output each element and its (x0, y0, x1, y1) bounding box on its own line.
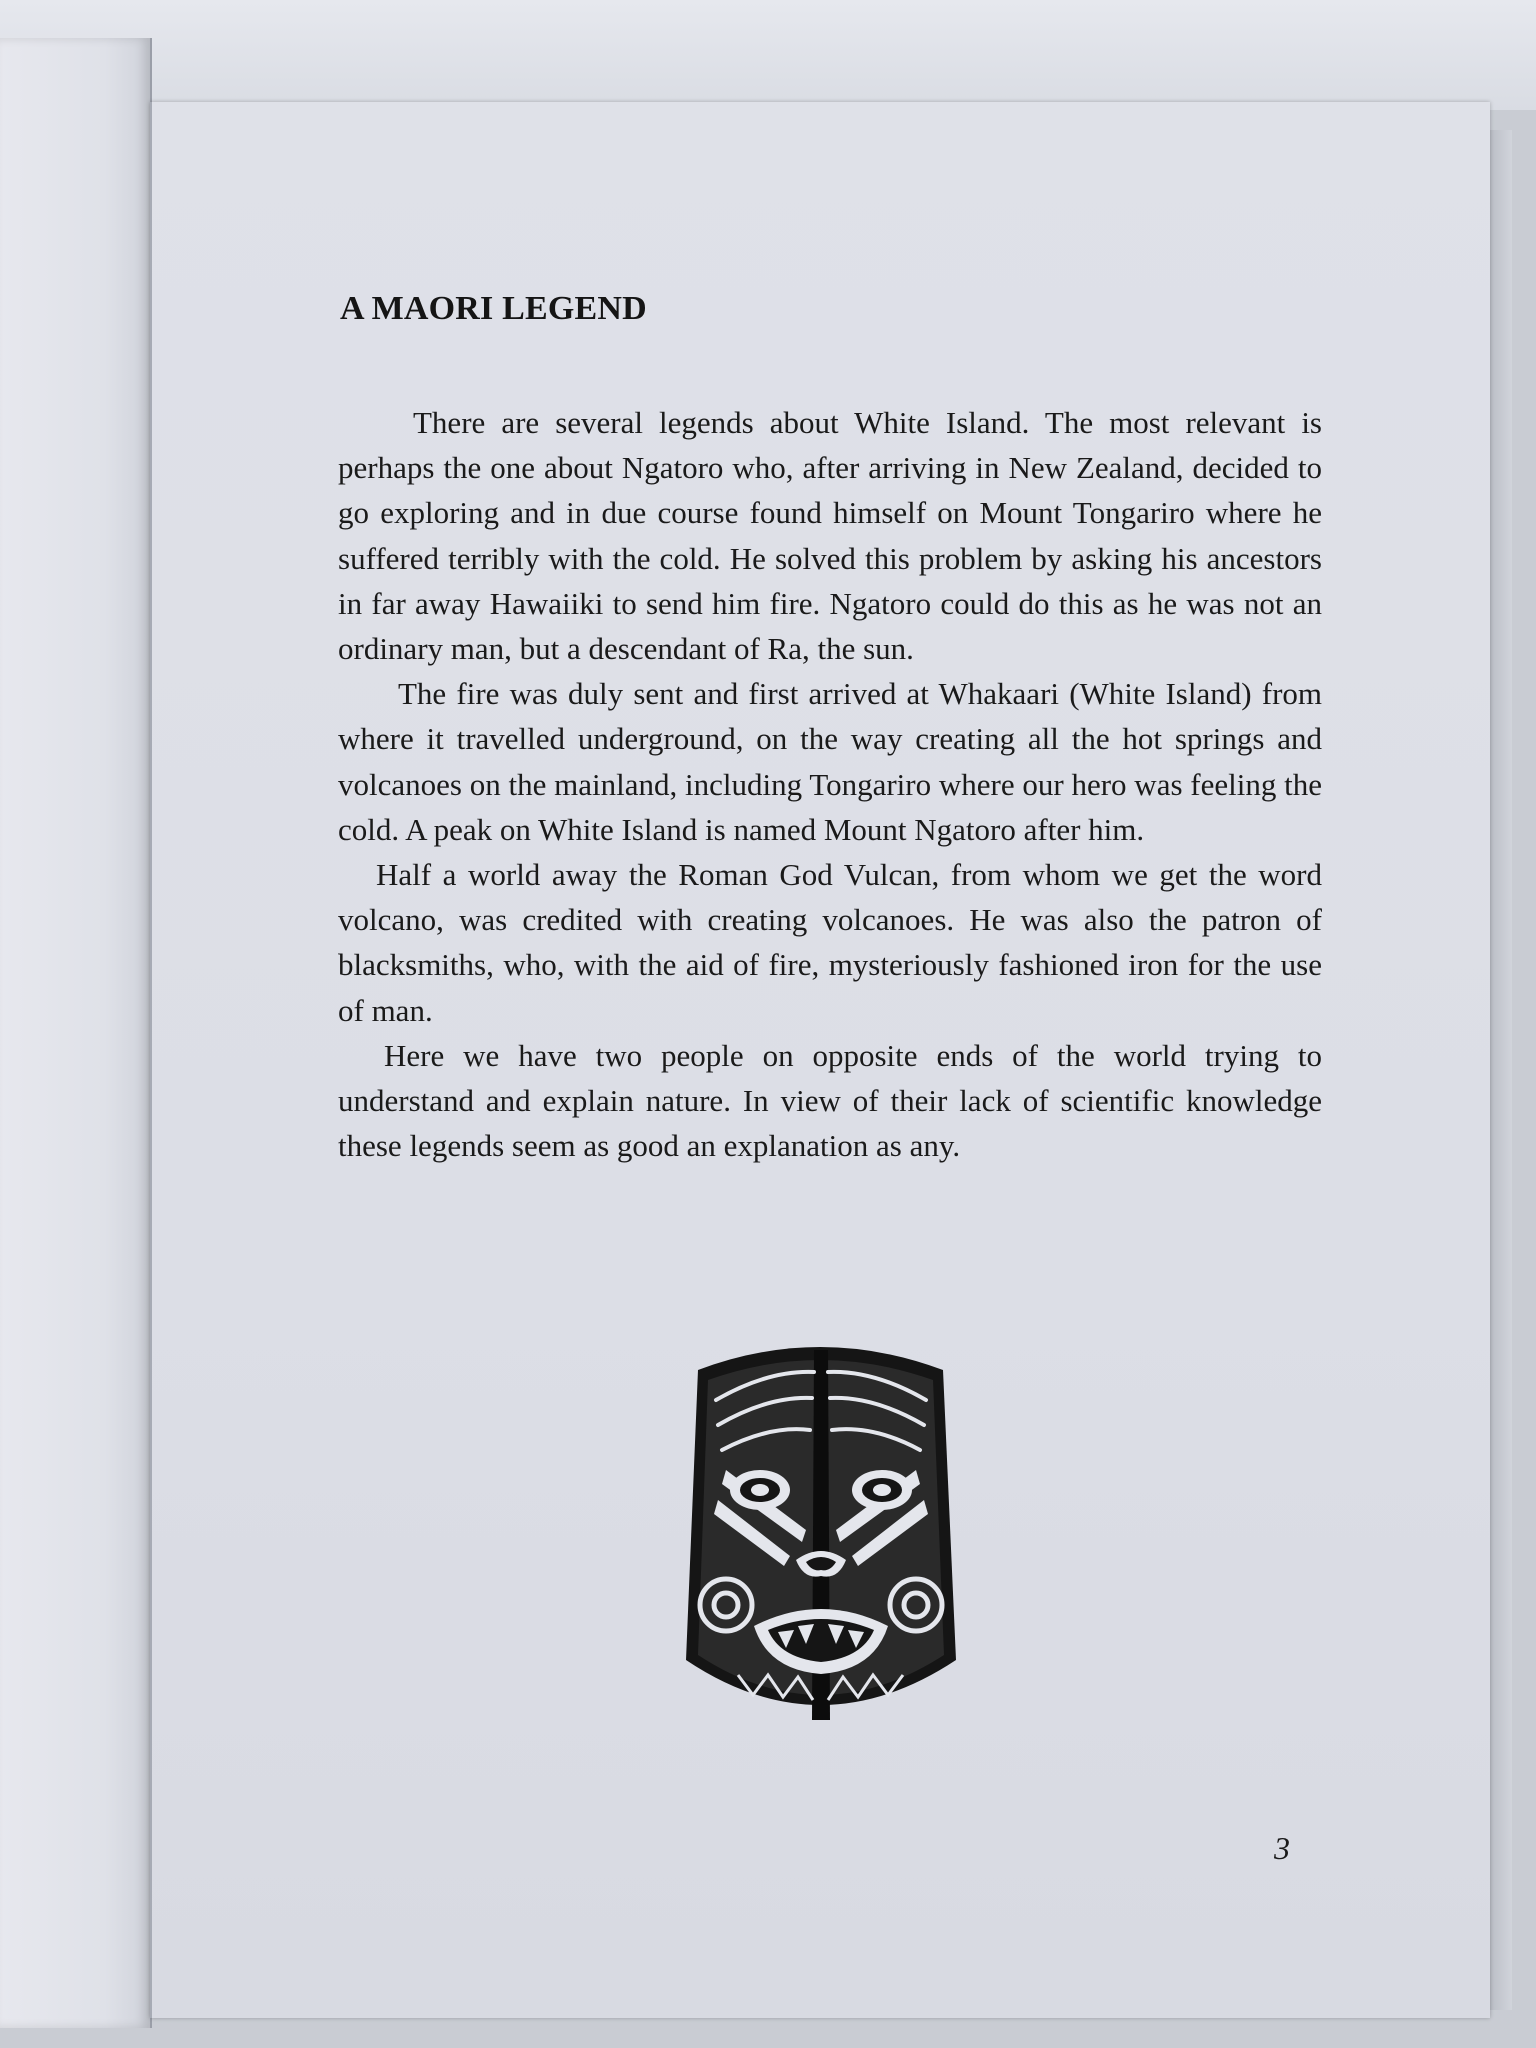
paragraph-1: There are several legends about White Island. The most relevant is perhaps the one about Ngatoro who, after arriving in New Zealand, decided to go exploring and in due course found himself on Mount Tongariro where he suffered terribly with the cold. He solved this problem by asking his ancestors in far away Hawaiiki to send him fire. Ngatoro could do this as he was not an ordinary man, but a descendant of Ra, the sun. (338, 405, 1322, 667)
body-text (338, 400, 1322, 1168)
background (0, 0, 1536, 110)
page-heading: A MAORI LEGEND (340, 290, 647, 327)
page-number: 3 (1274, 1830, 1290, 1866)
page-stack-edge (1488, 130, 1512, 2010)
paragraph-4: Here we have two people on opposite ends of the world trying to understand and explain nature. In view of their lack of scientific knowledge these legends seem as good an explanation as any. (338, 1037, 1322, 1164)
carved-maori-mask-icon (678, 1330, 963, 1735)
left-page-edge (0, 38, 152, 2028)
paragraph-2: The fire was duly sent and first arrived at Whakaari (White Island) from where it travelled underground, on the way creating all the hot springs and volcanoes on the mainland, including Tongariro where our hero was feeling the cold. A peak on White Island is named Mount Ngatoro after him. (338, 676, 1322, 847)
paragraph-3: Half a world away the Roman God Vulcan, from whom we get the word volcano, was credited with creating volcanoes. He was also the patron of blacksmiths, who, with the aid of fire, mysteriously fashioned iron for the use of man. (338, 857, 1322, 1028)
